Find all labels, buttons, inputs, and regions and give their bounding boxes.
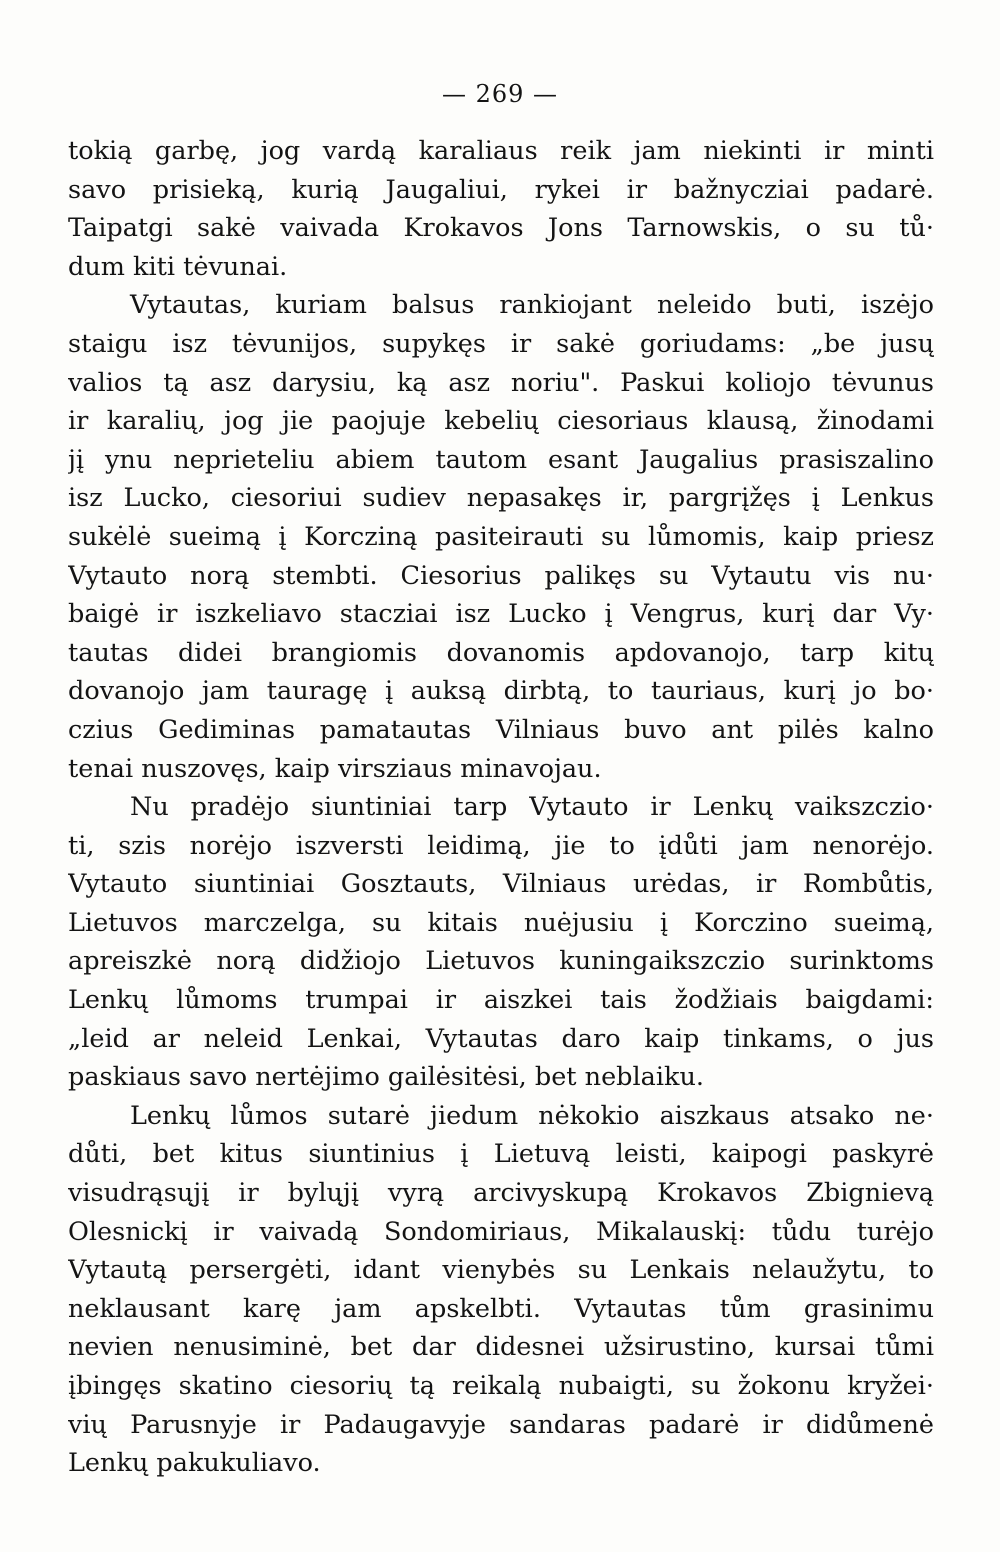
text-line: Vytauto siuntiniai Gosztauts, Vilniaus urėdas, ir Rombůtis, bbox=[68, 869, 934, 900]
text-line: baigė ir iszkeliavo stacziai isz Lucko į Vengrus, kurį dar Vy· bbox=[68, 599, 934, 630]
text-line: Lenkų pakukuliavo. bbox=[68, 1448, 321, 1479]
text-line: dum kiti tėvunai. bbox=[68, 251, 288, 282]
text-line: savo prisieką, kurią Jaugaliui, rykei ir bažnycziai padarė. bbox=[68, 174, 934, 205]
text-line: Vytautas, kuriam balsus rankiojant neleido buti, iszėjo bbox=[130, 290, 934, 321]
text-line: tenai nuszovęs, kaip virsziaus minavojau. bbox=[68, 753, 602, 784]
text-line: důti, bet kitus siuntinius į Lietuvą leisti, kaipogi paskyrė bbox=[68, 1139, 934, 1170]
text-line: ti, szis norėjo iszversti leidimą, jie to įdůti jam nenorėjo. bbox=[68, 830, 934, 861]
text-line: neklausant karę jam apskelbti. Vytautas tům grasinimu bbox=[68, 1293, 934, 1324]
text-line: Lenkų lůmos sutarė jiedum nėkokio aiszkaus atsako ne· bbox=[130, 1100, 934, 1131]
text-line: Nu pradėjo siuntiniai tarp Vytauto ir Lenkų vaikszczio· bbox=[130, 792, 934, 823]
text-line: czius Gediminas pamatautas Vilniaus buvo ant pilės kalno bbox=[68, 714, 934, 745]
text-line: Vytautą persergėti, idant vienybės su Lenkais nelaužytu, to bbox=[68, 1255, 934, 1286]
text-line: Lietuvos marczelga, su kitais nuėjusiu į Korczino sueimą, bbox=[68, 907, 934, 938]
text-line: valios tą asz darysiu, ką asz noriu". Paskui koliojo tėvunus bbox=[68, 367, 934, 398]
text-line: tokią garbę, jog vardą karaliaus reik jam niekinti ir minti bbox=[68, 136, 934, 166]
text-line: visudrąsųjį ir bylųjį vyrą arcivyskupą Krokavos Zbignievą bbox=[68, 1178, 934, 1209]
text-line: Taipatgi sakė vaivada Krokavos Jons Tarnowskis, o su tů· bbox=[68, 213, 934, 244]
text-line: Vytauto norą stembti. Ciesorius palikęs su Vytautu vis nu· bbox=[68, 560, 934, 591]
text-line: dovanojo jam tauragę į auksą dirbtą, to tauriaus, kurį jo bo· bbox=[68, 676, 934, 707]
text-line: vių Parusnyje ir Padaugavyje sandaras padarė ir didůmenė bbox=[68, 1409, 934, 1440]
text-line: Lenkų lůmoms trumpai ir aiszkei tais žodžiais baigdami: bbox=[68, 985, 934, 1016]
text-line: jį ynu neprieteliu abiem tautom esant Jaugalius prasiszalino bbox=[68, 444, 934, 475]
text-line: tautas didei brangiomis dovanomis apdovanojo, tarp kitų bbox=[68, 637, 934, 668]
text-line: ir karalių, jog jie paojuje kebelių ciesoriaus klausą, žinodami bbox=[68, 406, 934, 437]
text-line: apreiszkė norą didžiojo Lietuvos kuningaikszczio surinktoms bbox=[68, 946, 934, 977]
text-line: „leid ar neleid Lenkai, Vytautas daro kaip tinkams, o jus bbox=[68, 1023, 934, 1054]
text-line: Olesnickį ir vaivadą Sondomiriaus, Mikalauskį: tůdu turėjo bbox=[68, 1216, 934, 1247]
text-line: staigu isz tėvunijos, supykęs ir sakė goriudams: „be jusų bbox=[68, 328, 934, 359]
text-line: įbingęs skatino ciesorių tą reikalą nubaigti, su žokonu kryžei· bbox=[68, 1371, 934, 1401]
text-line: isz Lucko, ciesoriui sudiev nepasakęs ir, pargrįžęs į Lenkus bbox=[68, 483, 934, 514]
text-line: nevien nenusiminė, bet dar didesnei užsirustino, kursai tůmi bbox=[68, 1332, 934, 1363]
text-line: paskiaus savo nertėjimo gailėsitėsi, bet neblaiku. bbox=[68, 1062, 704, 1093]
body-text bbox=[68, 132, 934, 1483]
page-number: — 269 — bbox=[441, 80, 559, 108]
text-line: sukėlė sueimą į Korcziną pasiteirauti su lůmomis, kaip priesz bbox=[68, 521, 934, 552]
